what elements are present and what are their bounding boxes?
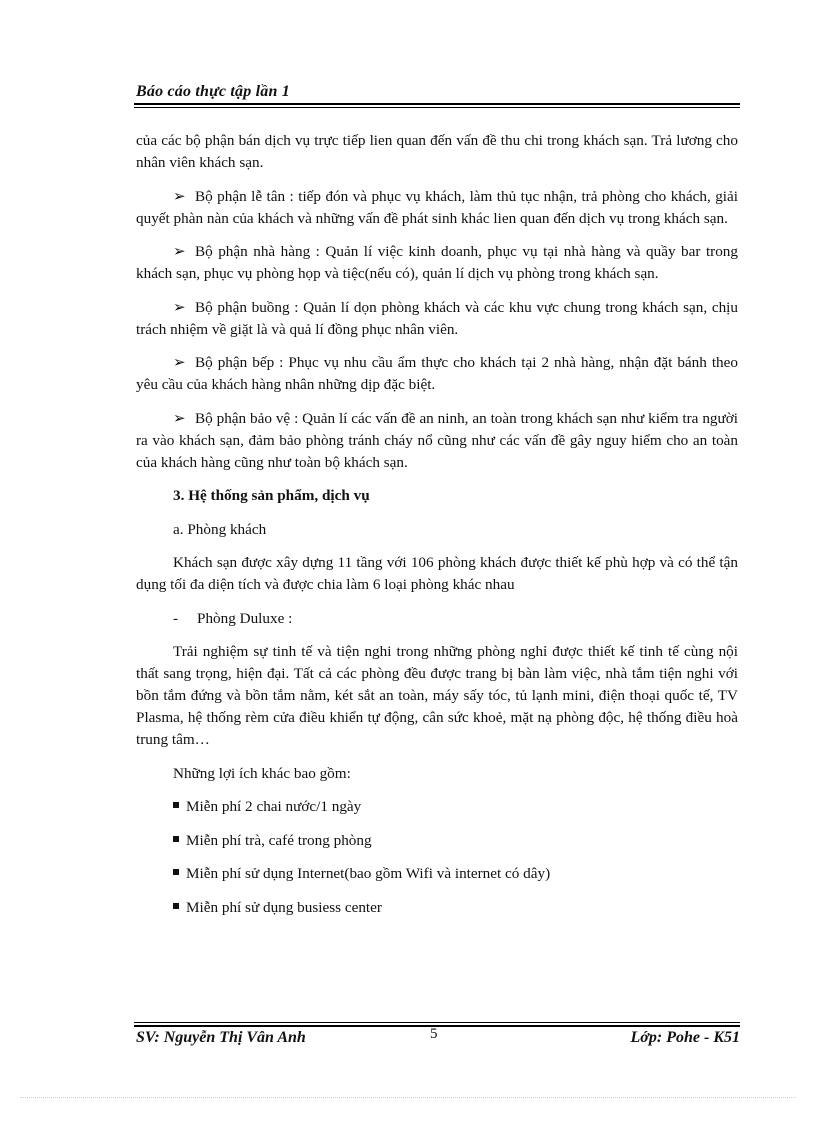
department-item [136, 241, 738, 285]
rooms-paragraph: Khách sạn được xây dựng 11 tầng với 106 phòng khách được thiết kế phù hợp và có thể tận dụng tối đa diện tích và được chia làm 6 loại phòng khác nhau [136, 554, 738, 593]
footer-divider-thin [134, 1022, 740, 1023]
square-bullet-icon [173, 903, 179, 909]
department-item [136, 408, 738, 474]
square-bullet-icon [173, 836, 179, 842]
benefit-item [136, 796, 738, 818]
intro-paragraph: của các bộ phận bán dịch vụ trực tiếp lien quan đến vấn đề thu chi trong khách sạn. Trả lương cho nhân viên khách sạn. [136, 132, 738, 171]
arrow-bullet-icon: ➢ [173, 354, 186, 371]
footer-class: Lớp: Pohe - K51 [630, 1029, 740, 1046]
benefit-text: Miễn phí sử dụng Internet(bao gồm Wifi và internet có dây) [186, 865, 551, 882]
benefit-text: Miễn phí 2 chai nước/1 ngày [186, 798, 362, 815]
benefit-item [136, 863, 738, 885]
benefit-text: Miễn phí sử dụng busiess center [186, 898, 382, 916]
square-bullet-icon [173, 802, 179, 808]
department-item [136, 186, 738, 230]
arrow-bullet-icon: ➢ [173, 243, 186, 260]
deluxe-paragraph: Trải nghiệm sự tinh tế và tiện nghi trong những phòng nghỉ được thiết kế tinh tế cùng nội thất sang trọng, hiện đại. Tất cả các phòng đều được trang bị bàn làm việc, nhà tắm tiện nghi với bồn tắm đứng và bồn tắm nằm, két sắt an toàn, máy sấy tóc, tủ lạnh mini, điện thoại quốc tế, TV Plasma, hệ thống rèm cửa điều khiển tự động, cân sức khoẻ, mặt nạ phòng độc, hệ thống điều hoà trung tâm… [136, 643, 738, 748]
arrow-bullet-icon: ➢ [173, 298, 186, 316]
page-body [136, 130, 738, 930]
benefit-item [136, 897, 738, 919]
benefit-item [136, 830, 738, 852]
arrow-bullet-icon: ➢ [173, 409, 186, 427]
dash-bullet: - [173, 609, 179, 627]
room-type-label: Phòng Duluxe : [197, 609, 293, 627]
department-item [136, 297, 738, 341]
room-type-item [136, 608, 738, 630]
department-text: Bộ phận bếp : Phục vụ nhu cầu ẩm thực cho khách tại 2 nhà hàng, nhận đặt bánh theo yêu cầu của khách hàng nhân những dịp đặc biệt. [136, 354, 738, 393]
arrow-bullet-icon: ➢ [173, 187, 186, 205]
header-divider [134, 103, 740, 105]
square-bullet-icon [173, 869, 179, 875]
subsection-heading: a. Phòng khách [173, 520, 267, 538]
running-header-title: Báo cáo thực tập lần 1 [136, 83, 290, 100]
benefits-intro: Những lợi ích khác bao gồm: [173, 764, 351, 782]
footer-student-name: SV: Nguyễn Thị Vân Anh [136, 1029, 306, 1046]
department-text: Bộ phận nhà hàng : Quản lí việc kinh doanh, phục vụ tại nhà hàng và quầy bar trong khách sạn, phục vụ phòng họp và tiệc(nếu có), quản lí dịch vụ phòng trong khách sạn. [136, 243, 738, 282]
benefit-text: Miễn phí trà, café trong phòng [186, 831, 372, 849]
department-text: Bộ phận lễ tân : tiếp đón và phục vụ khách, làm thủ tục nhận, trả phòng cho khách, giải quyết phàn nàn của khách và những vấn đề phát sinh khác lien quan đến dịch vụ trong khách sạn. [136, 187, 738, 227]
section-heading: 3. Hệ thống sản phẩm, dịch vụ [173, 487, 370, 504]
page-number: 5 [430, 1026, 438, 1042]
department-item [136, 352, 738, 396]
page-edge-divider [20, 1097, 796, 1098]
department-text: Bộ phận buồng : Quản lí dọn phòng khách và các khu vực chung trong khách sạn, chịu trách nhiệm về giặt là và quả lí đồng phục nhân viên. [136, 298, 738, 338]
header-divider-thin [134, 107, 740, 108]
department-text: Bộ phận bảo vệ : Quản lí các vấn đề an ninh, an toàn trong khách sạn như kiểm tra người ra vào khách sạn, đảm bảo phòng tránh cháy nổ cũng như các vấn đề gây nguy hiểm cho an toàn của khách hàng cũng như toàn bộ khách sạn. [136, 409, 738, 471]
